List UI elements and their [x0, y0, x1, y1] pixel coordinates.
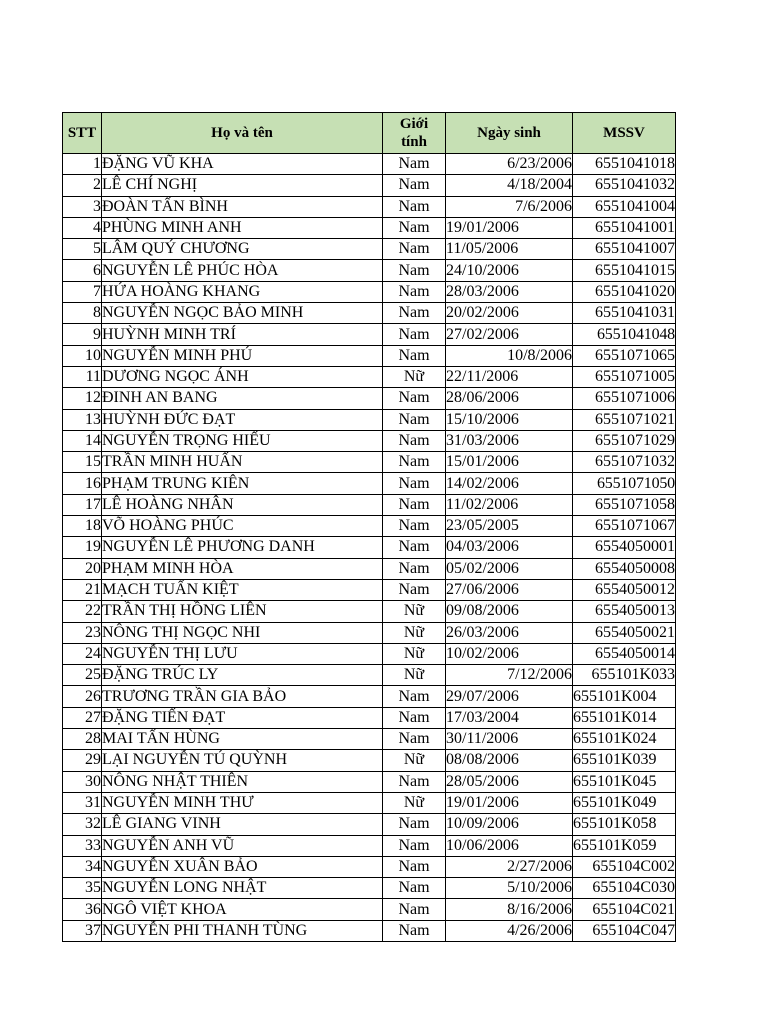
student-id-cell: 6551041048	[573, 324, 676, 345]
row-number-cell: 24	[63, 643, 102, 664]
table-row	[63, 324, 676, 345]
row-number-cell: 19	[63, 537, 102, 558]
row-number-cell: 20	[63, 558, 102, 579]
row-number-cell: 25	[63, 665, 102, 686]
table-row	[63, 239, 676, 260]
full-name-cell: NÔNG THỊ NGỌC NHI	[102, 622, 383, 643]
table-row	[63, 771, 676, 792]
gender-cell: Nam	[383, 345, 446, 366]
date-of-birth-cell: 17/03/2004	[446, 707, 573, 728]
table-row	[63, 217, 676, 238]
full-name-cell: NGUYỄN XUÂN BẢO	[102, 856, 383, 877]
row-number-cell: 13	[63, 409, 102, 430]
date-of-birth-cell: 5/10/2006	[446, 878, 573, 899]
gender-cell: Nữ	[383, 792, 446, 813]
gender-cell: Nam	[383, 729, 446, 750]
table-row	[63, 665, 676, 686]
row-number-cell: 37	[63, 920, 102, 941]
student-id-cell: 6551041018	[573, 154, 676, 175]
student-id-cell: 655104C030	[573, 878, 676, 899]
student-id-cell: 655101K004	[573, 686, 676, 707]
date-of-birth-cell: 28/05/2006	[446, 771, 573, 792]
table-row	[63, 196, 676, 217]
header-stt: STT	[63, 113, 102, 154]
table-row	[63, 835, 676, 856]
gender-cell: Nam	[383, 579, 446, 600]
table-row	[63, 281, 676, 302]
student-id-cell: 6551071029	[573, 430, 676, 451]
row-number-cell: 32	[63, 814, 102, 835]
date-of-birth-cell: 10/02/2006	[446, 643, 573, 664]
table-row	[63, 899, 676, 920]
date-of-birth-cell: 22/11/2006	[446, 366, 573, 387]
table-row	[63, 494, 676, 515]
full-name-cell: NGÔ VIỆT KHOA	[102, 899, 383, 920]
gender-cell: Nam	[383, 430, 446, 451]
full-name-cell: VÕ HOÀNG PHÚC	[102, 516, 383, 537]
full-name-cell: NGUYỄN ANH VŨ	[102, 835, 383, 856]
student-id-cell: 6551071032	[573, 452, 676, 473]
student-id-cell: 655104C021	[573, 899, 676, 920]
gender-cell: Nam	[383, 878, 446, 899]
gender-cell: Nam	[383, 537, 446, 558]
table-body	[63, 154, 676, 942]
full-name-cell: DƯƠNG NGỌC ÁNH	[102, 366, 383, 387]
row-number-cell: 29	[63, 750, 102, 771]
full-name-cell: ĐẶNG VŨ KHA	[102, 154, 383, 175]
student-id-cell: 6551071050	[573, 473, 676, 494]
row-number-cell: 2	[63, 175, 102, 196]
full-name-cell: TRẦN MINH HUẤN	[102, 452, 383, 473]
full-name-cell: LÂM QUÝ CHƯƠNG	[102, 239, 383, 260]
table-row	[63, 409, 676, 430]
gender-cell: Nam	[383, 154, 446, 175]
header-gender	[383, 113, 446, 154]
student-id-cell: 6551041032	[573, 175, 676, 196]
gender-cell: Nữ	[383, 750, 446, 771]
date-of-birth-cell: 8/16/2006	[446, 899, 573, 920]
gender-cell: Nam	[383, 452, 446, 473]
gender-cell: Nam	[383, 473, 446, 494]
student-id-cell: 655101K024	[573, 729, 676, 750]
student-id-cell: 6551071065	[573, 345, 676, 366]
student-id-cell: 655101K059	[573, 835, 676, 856]
gender-cell: Nam	[383, 239, 446, 260]
row-number-cell: 16	[63, 473, 102, 494]
student-id-cell: 6551071005	[573, 366, 676, 387]
student-id-cell: 655104C002	[573, 856, 676, 877]
student-id-cell: 6554050013	[573, 601, 676, 622]
table-row	[63, 260, 676, 281]
header-gender-line2: tính	[401, 134, 427, 150]
gender-cell: Nam	[383, 324, 446, 345]
student-id-cell: 655101K058	[573, 814, 676, 835]
row-number-cell: 28	[63, 729, 102, 750]
table-row	[63, 729, 676, 750]
date-of-birth-cell: 4/26/2006	[446, 920, 573, 941]
date-of-birth-cell: 05/02/2006	[446, 558, 573, 579]
gender-cell: Nam	[383, 920, 446, 941]
row-number-cell: 3	[63, 196, 102, 217]
table-row	[63, 366, 676, 387]
student-id-cell: 6554050014	[573, 643, 676, 664]
date-of-birth-cell: 19/01/2006	[446, 792, 573, 813]
full-name-cell: ĐẶNG TIẾN ĐẠT	[102, 707, 383, 728]
header-row	[63, 113, 676, 154]
row-number-cell: 8	[63, 303, 102, 324]
table-row	[63, 537, 676, 558]
full-name-cell: NGUYỄN MINH PHÚ	[102, 345, 383, 366]
gender-cell: Nam	[383, 217, 446, 238]
table-row	[63, 430, 676, 451]
full-name-cell: MẠCH TUẤN KIỆT	[102, 579, 383, 600]
gender-cell: Nam	[383, 175, 446, 196]
full-name-cell: PHÙNG MINH ANH	[102, 217, 383, 238]
table-row	[63, 707, 676, 728]
date-of-birth-cell: 14/02/2006	[446, 473, 573, 494]
full-name-cell: MAI TẤN HÙNG	[102, 729, 383, 750]
full-name-cell: ĐẶNG TRÚC LY	[102, 665, 383, 686]
date-of-birth-cell: 26/03/2006	[446, 622, 573, 643]
student-id-cell: 6554050001	[573, 537, 676, 558]
full-name-cell: HUỲNH MINH TRÍ	[102, 324, 383, 345]
date-of-birth-cell: 2/27/2006	[446, 856, 573, 877]
table-row	[63, 878, 676, 899]
date-of-birth-cell: 29/07/2006	[446, 686, 573, 707]
gender-cell: Nam	[383, 260, 446, 281]
student-id-cell: 6554050012	[573, 579, 676, 600]
gender-cell: Nam	[383, 196, 446, 217]
row-number-cell: 36	[63, 899, 102, 920]
row-number-cell: 1	[63, 154, 102, 175]
table-row	[63, 920, 676, 941]
table-row	[63, 750, 676, 771]
full-name-cell: NÔNG NHẬT THIÊN	[102, 771, 383, 792]
header-gender-line1: Giới	[399, 116, 429, 132]
row-number-cell: 4	[63, 217, 102, 238]
student-id-cell: 6551041031	[573, 303, 676, 324]
table-row	[63, 856, 676, 877]
gender-cell: Nam	[383, 516, 446, 537]
full-name-cell: ĐOÀN TẤN BÌNH	[102, 196, 383, 217]
gender-cell: Nam	[383, 686, 446, 707]
table-row	[63, 792, 676, 813]
gender-cell: Nữ	[383, 622, 446, 643]
gender-cell: Nam	[383, 771, 446, 792]
full-name-cell: LÊ CHÍ NGHỊ	[102, 175, 383, 196]
table-header	[63, 113, 676, 154]
table-row	[63, 452, 676, 473]
gender-cell: Nam	[383, 281, 446, 302]
date-of-birth-cell: 15/01/2006	[446, 452, 573, 473]
date-of-birth-cell: 6/23/2006	[446, 154, 573, 175]
row-number-cell: 21	[63, 579, 102, 600]
full-name-cell: NGUYỄN LÊ PHƯƠNG DANH	[102, 537, 383, 558]
date-of-birth-cell: 27/02/2006	[446, 324, 573, 345]
gender-cell: Nam	[383, 899, 446, 920]
table-row	[63, 558, 676, 579]
date-of-birth-cell: 4/18/2004	[446, 175, 573, 196]
date-of-birth-cell: 7/6/2006	[446, 196, 573, 217]
student-id-cell: 6551071021	[573, 409, 676, 430]
row-number-cell: 9	[63, 324, 102, 345]
table-row	[63, 303, 676, 324]
full-name-cell: TRẦN THỊ HỒNG LIÊN	[102, 601, 383, 622]
full-name-cell: NGUYỄN LÊ PHÚC HÒA	[102, 260, 383, 281]
full-name-cell: NGUYỄN LONG NHẬT	[102, 878, 383, 899]
row-number-cell: 23	[63, 622, 102, 643]
full-name-cell: PHẠM TRUNG KIÊN	[102, 473, 383, 494]
row-number-cell: 12	[63, 388, 102, 409]
student-id-cell: 655101K033	[573, 665, 676, 686]
gender-cell: Nam	[383, 303, 446, 324]
student-id-cell: 655101K045	[573, 771, 676, 792]
table-row	[63, 516, 676, 537]
student-id-cell: 655101K014	[573, 707, 676, 728]
student-id-cell: 6551041015	[573, 260, 676, 281]
gender-cell: Nam	[383, 388, 446, 409]
full-name-cell: NGUYỄN TRỌNG HIẾU	[102, 430, 383, 451]
row-number-cell: 11	[63, 366, 102, 387]
student-id-cell: 655101K039	[573, 750, 676, 771]
table-row	[63, 622, 676, 643]
header-date-of-birth: Ngày sinh	[446, 113, 573, 154]
date-of-birth-cell: 09/08/2006	[446, 601, 573, 622]
student-id-cell: 655101K049	[573, 792, 676, 813]
date-of-birth-cell: 7/12/2006	[446, 665, 573, 686]
date-of-birth-cell: 19/01/2006	[446, 217, 573, 238]
date-of-birth-cell: 11/05/2006	[446, 239, 573, 260]
date-of-birth-cell: 27/06/2006	[446, 579, 573, 600]
full-name-cell: LẠI NGUYỄN TÚ QUỲNH	[102, 750, 383, 771]
table-row	[63, 175, 676, 196]
student-id-cell: 6551041001	[573, 217, 676, 238]
table-row	[63, 643, 676, 664]
full-name-cell: HỨA HOÀNG KHANG	[102, 281, 383, 302]
date-of-birth-cell: 30/11/2006	[446, 729, 573, 750]
student-id-cell: 6551071058	[573, 494, 676, 515]
row-number-cell: 26	[63, 686, 102, 707]
gender-cell: Nữ	[383, 601, 446, 622]
table-row	[63, 154, 676, 175]
gender-cell: Nam	[383, 856, 446, 877]
student-id-cell: 6551041007	[573, 239, 676, 260]
row-number-cell: 35	[63, 878, 102, 899]
row-number-cell: 5	[63, 239, 102, 260]
gender-cell: Nam	[383, 558, 446, 579]
header-full-name: Họ và tên	[102, 113, 383, 154]
gender-cell: Nam	[383, 707, 446, 728]
row-number-cell: 6	[63, 260, 102, 281]
gender-cell: Nam	[383, 814, 446, 835]
table-row	[63, 814, 676, 835]
gender-cell: Nữ	[383, 366, 446, 387]
date-of-birth-cell: 20/02/2006	[446, 303, 573, 324]
full-name-cell: NGUYỄN NGỌC BẢO MINH	[102, 303, 383, 324]
date-of-birth-cell: 23/05/2005	[446, 516, 573, 537]
row-number-cell: 31	[63, 792, 102, 813]
table-row	[63, 601, 676, 622]
student-id-cell: 6554050008	[573, 558, 676, 579]
row-number-cell: 7	[63, 281, 102, 302]
row-number-cell: 22	[63, 601, 102, 622]
table-row	[63, 473, 676, 494]
student-id-cell: 6551071067	[573, 516, 676, 537]
date-of-birth-cell: 10/06/2006	[446, 835, 573, 856]
table-row	[63, 686, 676, 707]
gender-cell: Nam	[383, 835, 446, 856]
row-number-cell: 14	[63, 430, 102, 451]
row-number-cell: 17	[63, 494, 102, 515]
full-name-cell: HUỲNH ĐỨC ĐẠT	[102, 409, 383, 430]
full-name-cell: NGUYỄN MINH THƯ	[102, 792, 383, 813]
student-id-cell: 6551041020	[573, 281, 676, 302]
gender-cell: Nữ	[383, 643, 446, 664]
row-number-cell: 34	[63, 856, 102, 877]
date-of-birth-cell: 10/09/2006	[446, 814, 573, 835]
table-row	[63, 579, 676, 600]
row-number-cell: 18	[63, 516, 102, 537]
row-number-cell: 10	[63, 345, 102, 366]
date-of-birth-cell: 11/02/2006	[446, 494, 573, 515]
student-id-cell: 6551071006	[573, 388, 676, 409]
full-name-cell: NGUYỄN PHI THANH TÙNG	[102, 920, 383, 941]
gender-cell: Nam	[383, 409, 446, 430]
table-row	[63, 345, 676, 366]
date-of-birth-cell: 10/8/2006	[446, 345, 573, 366]
student-list-table	[62, 112, 676, 942]
row-number-cell: 15	[63, 452, 102, 473]
date-of-birth-cell: 31/03/2006	[446, 430, 573, 451]
full-name-cell: PHẠM MINH HÒA	[102, 558, 383, 579]
table-row	[63, 388, 676, 409]
gender-cell: Nữ	[383, 665, 446, 686]
date-of-birth-cell: 28/06/2006	[446, 388, 573, 409]
row-number-cell: 27	[63, 707, 102, 728]
gender-cell: Nam	[383, 494, 446, 515]
row-number-cell: 33	[63, 835, 102, 856]
student-id-cell: 6551041004	[573, 196, 676, 217]
date-of-birth-cell: 15/10/2006	[446, 409, 573, 430]
date-of-birth-cell: 08/08/2006	[446, 750, 573, 771]
header-student-id: MSSV	[573, 113, 676, 154]
full-name-cell: ĐINH AN BANG	[102, 388, 383, 409]
full-name-cell: TRƯƠNG TRẦN GIA BẢO	[102, 686, 383, 707]
full-name-cell: NGUYỄN THỊ LƯU	[102, 643, 383, 664]
date-of-birth-cell: 24/10/2006	[446, 260, 573, 281]
student-id-cell: 6554050021	[573, 622, 676, 643]
date-of-birth-cell: 28/03/2006	[446, 281, 573, 302]
full-name-cell: LÊ GIANG VINH	[102, 814, 383, 835]
date-of-birth-cell: 04/03/2006	[446, 537, 573, 558]
row-number-cell: 30	[63, 771, 102, 792]
student-id-cell: 655104C047	[573, 920, 676, 941]
full-name-cell: LÊ HOÀNG NHÂN	[102, 494, 383, 515]
